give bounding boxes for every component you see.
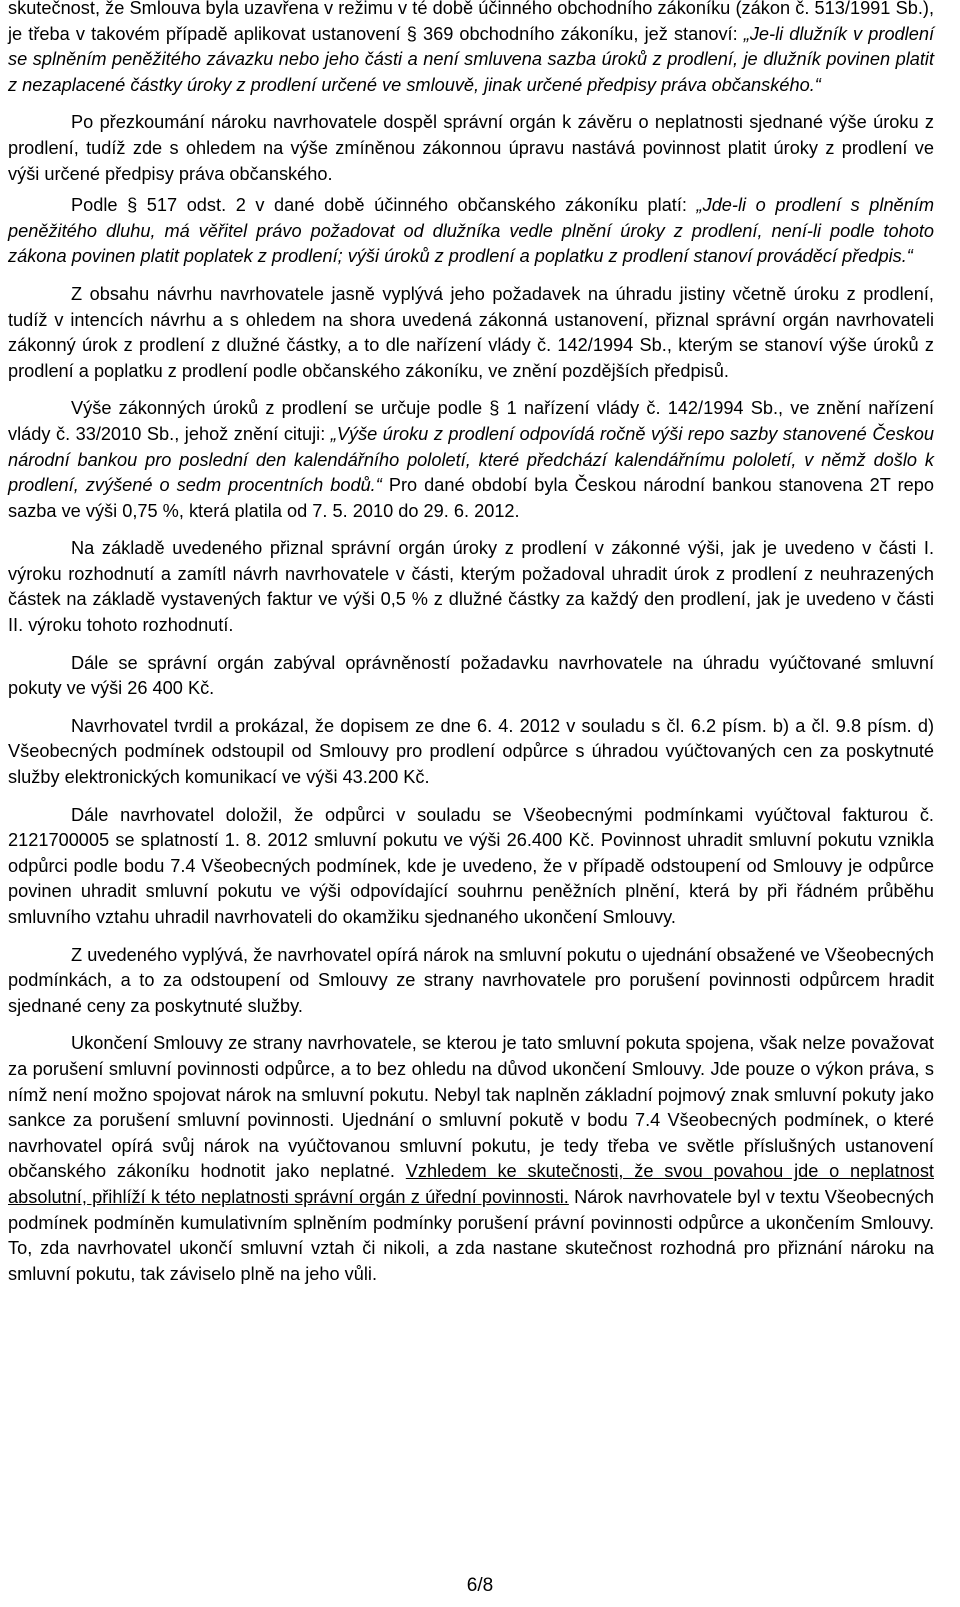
paragraph-5 [8,396,934,524]
text-run: Po přezkoumání nároku navrhovatele dospěl správní orgán k závěru o neplatnosti sjednané výše úroku z prodlení, tudíž zde s ohledem na výše zmíněnou zákonnou úpravu nastává povinnost platit úroky z prodlení ve výši určené předpisy práva občanského. [8,112,934,184]
quoted-law-517: „Jde-li o prodlení s plněním peněžitého dluhu, má věřitel právo požadovat od dlužníka vedle plnění úroky z prodlení, není-li podle tohoto zákona povinen platit poplatek z prodlení; výši úroků z prodlení a poplatku z prodlení stanoví prováděcí předpis.“ [8,195,934,267]
paragraph-10 [8,943,934,1020]
text-run: Navrhovatel tvrdil a prokázal, že dopisem ze dne 6. 4. 2012 v souladu s čl. 6.2 písm. b) a čl. 9.8 písm. d) Všeobecných podmínek odstoupil od Smlouvy pro prodlení odpůrce s úhradou vyúčtovaných cen za poskytnuté služby elektronických komunikací ve výši 43.200 Kč. [8,715,934,788]
text-run: Nárok navrhovatele byl v textu Všeobecných podmínek podmíněn kumulativním splněním podmínky porušení právní povinnosti odpůrce a ukončením Smlouvy. To, zda navrhovatel ukončí smluvní vztah či nikoli, a zda nastane skutečnost rozhodná pro přiznání nároku na smluvní pokutu, tak záviselo plně na jeho vůli. [8,1186,935,1284]
text-run: Na základě uvedeného přiznal správní orgán úroky z prodlení v zákonné výši, jak je uvedeno v části I. výroku rozhodnutí a zamítl návrh navrhovatele v části, kterým požadoval uhradit úrok z prodlení z neuhrazených částek na základě vystavených faktur ve výši 0,5 % z dlužné částky za každý den prodlení, jak je uvedeno v části II. výroku tohoto rozhodnutí. [8,538,934,636]
paragraph-6 [8,536,934,638]
paragraph-1 [8,0,934,98]
text-run: Z obsahu návrhu navrhovatele jasně vyplývá jeho požadavek na úhradu jistiny včetně úroku z prodlení, tudíž v intencích návrhu a s ohledem na shora uvedená zákonná ustanovení, přiznal správní orgán navrhovateli zákonný úrok z prodlení z dlužné částky, a to dle nařízení vlády č. 142/1994 Sb., kterým se stanoví výše úroků z prodlení a poplatku z prodlení podle občanského zákoníku, ve znění pozdějších předpisů. [8,283,934,381]
text-run: Dále navrhovatel doložil, že odpůrci v souladu se Všeobecnými podmínkami vyúčtoval fakturou č. 2121700005 se splatností 1. 8. 2012 smluvní pokutu ve výši 26.400 Kč. Povinnost uhradit smluvní pokutu vznikla odpůrci podle bodu 7.4 Všeobecných podmínek, kde je uvedeno, že v případě odstoupení od Smlouvy je odpůrce povinen uhradit smluvní pokutu ve výši odpovídající souhrnu peněžních plnění, která by při řádném průběhu smluvního vztahu uhradil navrhovateli do okamžiku sjednaného ukončení Smlouvy. [8,804,934,927]
quoted-regulation: „Výše úroku z prodlení odpovídá ročně výši repo sazby stanovené Českou národní bankou pro poslední den kalendářního pololetí, které předchází kalendářnímu pololetí, v němž došlo k prodlení, zvýšené o sedm procentních bodů.“ [8,423,934,496]
paragraph-8 [8,714,934,791]
page-number: 6/8 [466,1575,494,1596]
paragraph-11 [8,1031,934,1287]
paragraph-2 [8,110,934,187]
quoted-law-369: „Je-li dlužník v prodlení se splněním peněžitého závazku nebo jeho části a není smluvena sazba úroků z prodlení, je dlužník povinen platit z nezaplacené částky úroky z prodlení určené ve smlouvě, jinak určené předpisy práva občanského.“ [8,23,934,95]
text-run: Podle § 517 odst. 2 v dané době účinného občanského zákoníku platí: [71,195,697,216]
underlined-statement: Vzhledem ke skutečnosti, že svou povahou jde o neplatnost absolutní, přihlíží k této neplatnosti správní orgán z úřední povinnosti. [8,1161,934,1207]
text-run: skutečnost, že Smlouva byla uzavřena v režimu v té době účinného obchodního zákoníku (zákon č. 513/1991 Sb.), je třeba v takovém případě aplikovat ustanovení § 369 obchodního zákoníku, jež stanoví: [8,0,934,44]
paragraph-4 [8,282,934,384]
text-run: Z uvedeného vyplývá, že navrhovatel opírá nárok na smluvní pokutu o ujednání obsažené ve Všeobecných podmínkách, a to za odstoupení od Smlouvy ze strany navrhovatele pro porušení povinnosti odpůrcem hradit sjednané ceny za poskytnuté služby. [8,944,934,1016]
text-run: Pro dané období byla Českou národní bankou stanovena 2T repo sazba ve výši 0,75 %, která platila od 7. 5. 2010 do 29. 6. 2012. [8,475,934,521]
paragraph-9 [8,803,934,931]
paragraph-7 [8,651,934,702]
text-run: Ukončení Smlouvy ze strany navrhovatele, se kterou je tato smluvní pokuta spojena, však nelze považovat za porušení smluvní povinnosti odpůrce, a to bez ohledu na důvod ukončení Smlouvy. Jde pouze o výkon práva, s nímž není možno spojovat nárok na smluvní pokutu. Nebyl tak naplněn základní pojmový znak smluvní pokuty jako sankce za porušení smluvní povinnosti. Ujednání o smluvní pokutě v bodu 7.4 Všeobecných podmínek, o které navrhovatel opírá svůj nárok na vyúčtovanou smluvní pokutu, je tedy třeba ve světle příslušných ustanovení občanského zákoníku hodnotit jako neplatné. [8,1033,934,1182]
paragraph-3 [8,193,934,270]
text-run: Výše zákonných úroků z prodlení se určuje podle § 1 nařízení vlády č. 142/1994 Sb., ve znění nařízení vlády č. 33/2010 Sb., jehož znění cituji: [8,398,934,444]
text-run: Dále se správní orgán zabýval oprávněností požadavku navrhovatele na úhradu vyúčtované smluvní pokuty ve výši 26 400 Kč. [8,652,934,699]
document-body [8,0,934,1299]
